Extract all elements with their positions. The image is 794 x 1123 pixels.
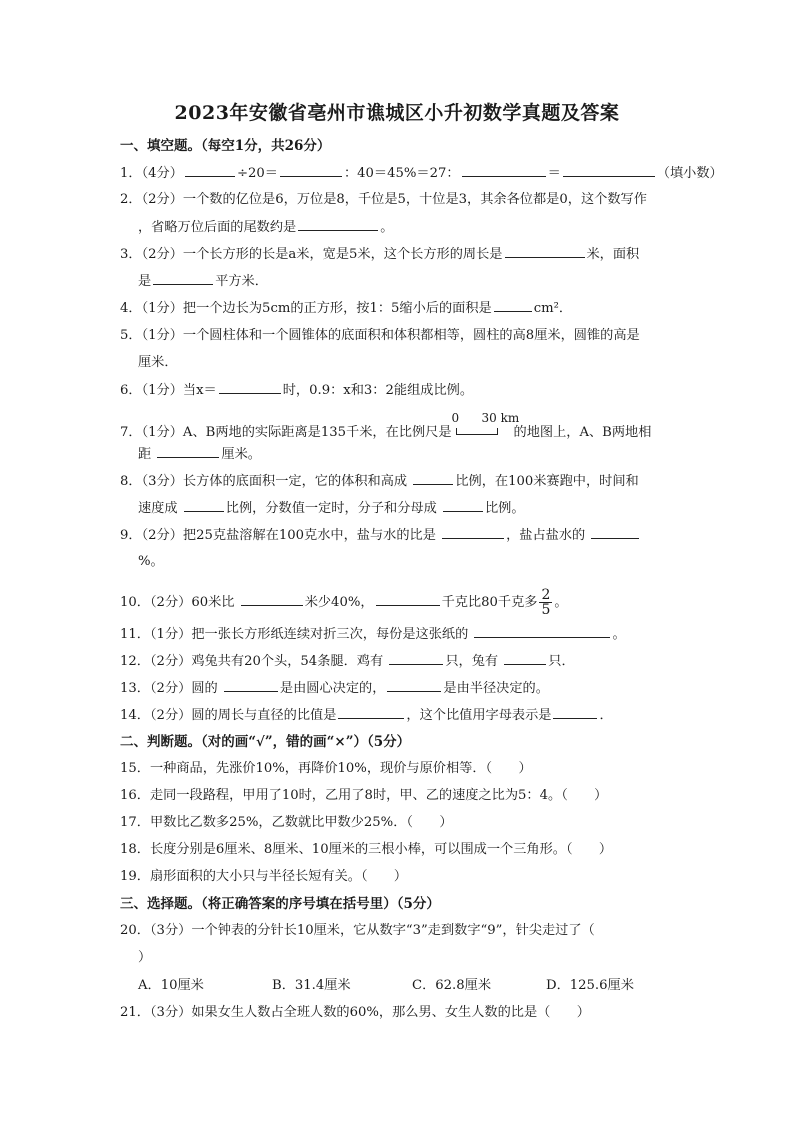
scale-bar-icon	[451, 411, 520, 440]
section-3-heading: 三、选择题。（将正确答案的序号填在括号里）（5分）	[120, 896, 440, 912]
q7-text-b: 的地图上，A、B两地相	[513, 425, 652, 440]
q9-text-b: ，盐占盐水的	[506, 528, 586, 543]
q3-text-b: 米，面积	[586, 247, 640, 262]
q8-blank-3[interactable]	[443, 498, 483, 512]
q1-blank-1[interactable]	[185, 163, 235, 177]
q14-text-c: ．	[599, 708, 613, 723]
q1-blank-4[interactable]	[563, 163, 655, 177]
scale-bar-km-label: 30 km	[481, 411, 520, 425]
q6-text-a: 6．（1分）当x＝	[120, 383, 217, 398]
q3-blank-2[interactable]	[153, 271, 213, 285]
q4-text-b: cm²．	[533, 301, 573, 316]
q10-text-b: 米少40%，	[304, 595, 374, 610]
q20-option-d[interactable]: D．125.6厘米	[546, 978, 634, 993]
question-4	[120, 298, 572, 319]
fraction-numerator: 2	[541, 587, 551, 603]
q14-text-a: 14．（2分）圆的周长与直径的比值是	[120, 708, 337, 723]
section-1-heading: 一、填空题。（每空1分，共26分）	[120, 138, 331, 154]
q1-blank-3[interactable]	[462, 163, 546, 177]
question-21: 21．（3分）如果女生人数占全班人数的60%，那么男、女生人数的比是（ ）	[120, 1005, 590, 1020]
q10-text-c: 千克比80千克多	[441, 595, 538, 610]
q2-text-a: 2．（2分）一个数的亿位是6，万位是8，千位是5，十位是3，其余各位都是0，这个数写作	[120, 192, 647, 207]
question-3	[120, 244, 639, 265]
q1-text-c: ：40＝45%＝27：	[343, 166, 460, 181]
q9-blank-2[interactable]	[591, 525, 639, 539]
q10-blank-1[interactable]	[241, 592, 303, 606]
question-5	[120, 326, 640, 346]
q13-blank-2[interactable]	[387, 678, 441, 692]
question-12	[120, 651, 575, 672]
q3-text-c: 是	[138, 274, 152, 289]
q3-text-d: 平方米．	[215, 274, 268, 289]
q1-blank-2[interactable]	[280, 163, 342, 177]
q6-blank[interactable]	[219, 380, 281, 394]
q12-text-c: 只．	[548, 654, 575, 669]
fraction-denominator: 5	[541, 602, 551, 618]
question-14	[120, 705, 613, 726]
question-1	[120, 163, 723, 184]
q14-text-b: ，这个比值用字母表示是	[406, 708, 552, 723]
q4-text-a: 4．（1分）把一个边长为5cm的正方形，按1：5缩小后的面积是	[120, 301, 492, 316]
question-18: 18．长度分别是6厘米、8厘米、10厘米的三根小棒，可以围成一个三角形。（ ）	[120, 842, 613, 857]
question-7-cont	[138, 444, 261, 465]
q8-blank-1[interactable]	[413, 471, 453, 485]
q11-text-b: 。	[612, 627, 626, 642]
q4-blank[interactable]	[494, 298, 532, 312]
question-10	[120, 588, 568, 617]
q2-blank[interactable]	[298, 217, 378, 231]
q12-blank-1[interactable]	[389, 651, 443, 665]
q2-text-b: ，省略万位后面的尾数约是	[138, 220, 297, 235]
q8-text-a: 8．（3分）长方体的底面积一定，它的体积和高成	[120, 474, 408, 489]
question-2-cont	[138, 217, 393, 238]
question-15: 15．一种商品，先涨价10%，再降价10%，现价与原价相等．（ ）	[120, 761, 532, 776]
q1-text-e: （填小数）	[656, 166, 723, 181]
q11-text-a: 11．（1分）把一张长方形纸连续对折三次，每份是这张纸的	[120, 627, 469, 642]
scale-bar-zero-label: 0	[451, 411, 460, 425]
question-8-cont	[138, 498, 525, 519]
q5-text-a: 5．（1分）一个圆柱体和一个圆锥体的底面积和体积都相等，圆柱的高8厘米，圆锥的高是	[120, 328, 640, 343]
q13-text-b: 是由圆心决定的，	[279, 681, 386, 696]
q8-text-e: 比例。	[484, 501, 525, 516]
question-20-cont	[138, 948, 151, 968]
q7-text-a: 7．（1分）A、B两地的实际距离是135千米，在比例尺是	[120, 425, 452, 440]
q13-text-a: 13．（2分）圆的	[120, 681, 218, 696]
question-9-cont	[138, 552, 164, 572]
question-7	[120, 411, 652, 443]
q20-option-c[interactable]: C．62.8厘米	[412, 978, 492, 993]
q5-text-b: 厘米．	[138, 355, 178, 370]
question-13	[120, 678, 549, 699]
fraction-two-fifths	[539, 588, 552, 617]
question-19: 19．扇形面积的大小只与半径长短有关。（ ）	[120, 869, 408, 884]
q12-blank-2[interactable]	[504, 651, 546, 665]
q13-blank-1[interactable]	[224, 678, 278, 692]
q2-text-c: 。	[380, 220, 394, 235]
q7-blank[interactable]	[157, 444, 219, 458]
q6-text-b: 时，0.9：x和3：2能组成比例。	[282, 383, 474, 398]
q12-text-b: 只，兔有	[445, 654, 499, 669]
q10-text-d: 。	[554, 595, 568, 610]
q8-text-c: 速度成	[138, 501, 178, 516]
q10-blank-2[interactable]	[376, 592, 440, 606]
q13-text-c: 是由半径决定的。	[443, 681, 549, 696]
q20-text-b: ）	[138, 950, 152, 965]
q8-text-d: 比例，分数值一定时，分子和分母成	[225, 501, 437, 516]
question-20	[120, 921, 595, 941]
question-2	[120, 190, 647, 210]
page-title: 2023年安徽省亳州市谯城区小升初数学真题及答案	[174, 102, 620, 124]
question-6	[120, 380, 473, 401]
question-8	[120, 471, 639, 492]
q9-text-a: 9．（2分）把25克盐溶解在100克水中，盐与水的比是	[120, 528, 436, 543]
q1-text-d: ＝	[547, 166, 561, 181]
question-17: 17．甲数比乙数多25%，乙数就比甲数少25%．（ ）	[120, 815, 453, 830]
question-11	[120, 624, 626, 645]
q10-text-a: 10．（2分）60米比	[120, 595, 235, 610]
question-5-cont	[138, 353, 178, 373]
q9-text-c: %。	[138, 554, 164, 569]
q14-blank-1[interactable]	[338, 705, 404, 719]
question-20-options	[138, 976, 634, 996]
q8-text-b: 比例，在100米赛跑中，时间和	[455, 474, 639, 489]
q20-option-a[interactable]: A．10厘米	[138, 978, 204, 993]
q1-text-b: ÷20＝	[236, 166, 278, 181]
q11-blank[interactable]	[474, 624, 610, 638]
q8-blank-2[interactable]	[184, 498, 224, 512]
question-3-cont	[138, 271, 268, 292]
q1-text-a: 1．（4分）	[120, 166, 183, 181]
q20-option-b[interactable]: B．31.4厘米	[272, 978, 351, 993]
q12-text-a: 12．（2分）鸡兔共有20个头，54条腿．鸡有	[120, 654, 384, 669]
q14-blank-2[interactable]	[553, 705, 597, 719]
question-9	[120, 525, 641, 546]
q3-text-a: 3．（2分）一个长方形的长是a米，宽是5米，这个长方形的周长是	[120, 247, 503, 262]
q7-text-d: 厘米。	[221, 447, 261, 462]
q7-text-c: 距	[138, 447, 152, 462]
q3-blank-1[interactable]	[505, 244, 585, 258]
q9-blank-1[interactable]	[442, 525, 504, 539]
q20-text-a: 20．（3分）一个钟表的分针长10厘米，它从数字“3”走到数字“9”，针尖走过了（	[120, 923, 595, 938]
section-2-heading: 二、判断题。（对的画“√”，错的画“×”）（5分）	[120, 734, 411, 750]
question-16: 16．走同一段路程，甲用了10时，乙用了8时，甲、乙的速度之比为5：4。（ ）	[120, 788, 608, 803]
